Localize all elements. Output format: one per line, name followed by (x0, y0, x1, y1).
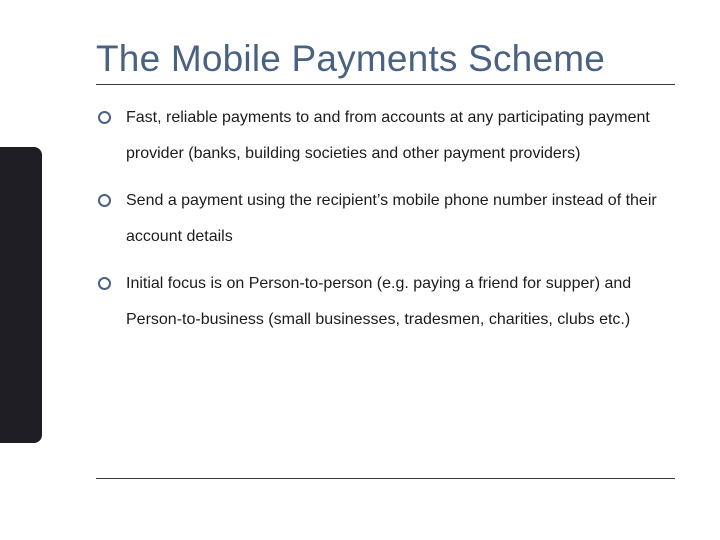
bullet-item (98, 183, 678, 254)
bullet-item (98, 100, 678, 171)
hollow-circle-icon (98, 111, 111, 124)
bullet-item (98, 266, 678, 337)
hollow-circle-icon (98, 277, 111, 290)
footer-divider (96, 478, 675, 479)
hollow-circle-icon (98, 194, 111, 207)
slide-title: The Mobile Payments Scheme (96, 38, 606, 79)
side-accent-bar (0, 147, 42, 443)
bullet-text: Send a payment using the recipient’s mobile phone number instead of their account details (126, 192, 657, 245)
bullet-text: Fast, reliable payments to and from accounts at any participating payment provider (banks, building societies and other payment providers) (126, 109, 650, 162)
bullet-list (98, 100, 678, 349)
bullet-text: Initial focus is on Person-to-person (e.g. paying a friend for supper) and Person-to-business (small businesses, tradesmen, charities, clubs etc.) (126, 275, 632, 328)
title-divider (96, 84, 675, 85)
